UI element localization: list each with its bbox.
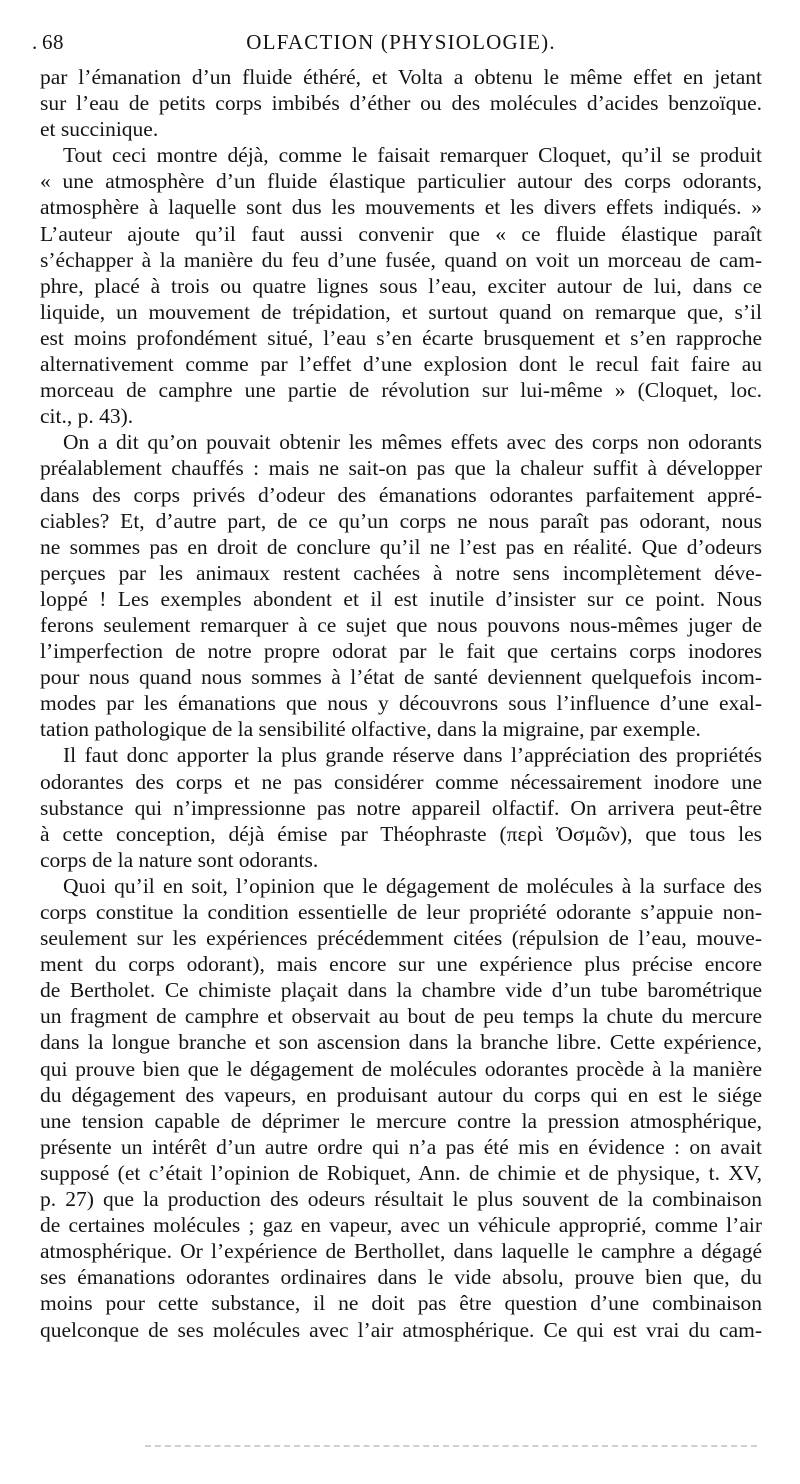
running-title: OLFACTION (PHYSIOLOGIE).: [246, 30, 556, 54]
text-line: Quoi qu’il en soit, l’opinion que le dégagement de molécules à la surface des: [63, 873, 762, 898]
text-line: morceau de camphre une partie de révolution sur lui-même » (Cloquet, loc.: [40, 378, 762, 403]
page-number: 68: [42, 30, 64, 54]
text-line: du dégagement des vapeurs, en produisant autour du corps qui en est le siége: [40, 1082, 762, 1107]
text-line: qui prouve bien que le dégagement de molécules odorantes procède à la manière: [40, 1056, 762, 1081]
text-line: atmosphère à laquelle sont dus les mouvements et les divers effets indiqués. »: [40, 195, 762, 220]
text-line: p. 27) que la production des odeurs résultait le plus souvent de la combinaison: [40, 1187, 762, 1212]
text-line: s’échapper à la manière du feu d’une fusée, quand on voit un morceau de cam-: [40, 247, 762, 272]
text-line: tation pathologique de la sensibilité olfactive, dans la migraine, par exemple.: [40, 717, 701, 742]
text-line: cit., p. 43).: [40, 404, 134, 429]
body-text: [40, 64, 762, 1343]
text-line: une tension capable de déprimer le mercure contre la pression atmosphérique,: [40, 1108, 762, 1133]
text-line: Tout ceci montre déjà, comme le faisait remarquer Cloquet, qu’il se produit: [63, 143, 762, 168]
text-line: préalablement chauffés : mais ne sait-on pas que la chaleur suffit à développer: [40, 456, 762, 481]
text-line: ferons seulement remarquer à ce sujet que nous pouvons nous-mêmes juger de: [40, 612, 762, 637]
text-line: loppé ! Les exemples abondent et il est inutile d’insister sur ce point. Nous: [40, 586, 762, 611]
text-line: est moins profondément situé, l’eau s’en écarte brusquement et s’en rapproche: [40, 325, 762, 350]
text-line: liquide, un mouvement de trépidation, et surtout quand on remarque que, s’il: [40, 299, 762, 324]
text-line: modes par les émanations que nous y découvrons sous l’influence d’une exal-: [40, 691, 762, 716]
footer-rule: [145, 1445, 757, 1447]
text-line: présente un intérêt d’un autre ordre qui n’a pas été mis en évidence : on avait: [40, 1134, 762, 1159]
text-line: Il faut donc apporter la plus grande réserve dans l’appréciation des propriétés: [63, 743, 762, 768]
text-line: à cette conception, déjà émise par Théophraste (περὶ Ὀσμῶν), que tous les: [40, 821, 762, 846]
text-line: et succinique.: [40, 117, 159, 142]
text-line: quelconque de ses molécules avec l’air atmosphérique. Ce qui est vrai du cam-: [40, 1317, 762, 1342]
text-line: un fragment de camphre et observait au bout de peu temps la chute du mercure: [40, 1004, 762, 1029]
text-line: l’imperfection de notre propre odorat par le fait que certains corps inodores: [40, 639, 762, 664]
text-line: dans la longue branche et son ascension dans la branche libre. Cette expérience,: [40, 1030, 762, 1055]
text-line: ses émanations odorantes ordinaires dans le vide absolu, prouve bien que, du: [40, 1265, 762, 1290]
text-line: ciables? Et, d’autre part, de ce qu’un corps ne nous paraît pas odorant, nous: [40, 508, 762, 533]
text-line: par l’émanation d’un fluide éthéré, et Volta a obtenu le même effet en jetant: [40, 65, 762, 89]
text-line: supposé (et c’était l’opinion de Robiquet, Ann. de chimie et de physique, t. XV,: [40, 1160, 762, 1185]
text-line: dans des corps privés d’odeur des émanations odorantes parfaitement appré-: [40, 482, 762, 507]
text-line: L’auteur ajoute qu’il faut aussi convenir que « ce fluide élastique paraît: [40, 221, 762, 246]
text-line: « une atmosphère d’un fluide élastique particulier autour des corps odorants,: [40, 169, 762, 194]
text-line: odorantes des corps et ne pas considérer comme nécessairement inodore une: [40, 769, 762, 794]
text-line: seulement sur les expériences précédemment citées (répulsion de l’eau, mouve-: [40, 926, 762, 951]
text-line: atmosphérique. Or l’expérience de Berthollet, dans laquelle le camphre a dégagé: [40, 1239, 762, 1264]
text-line: sur l’eau de petits corps imbibés d’éther ou des molécules d’acides benzoïque.: [40, 91, 762, 116]
text-line: substance qui n’impressionne pas notre appareil olfactif. On arrivera peut-être: [40, 795, 762, 820]
text-line: corps constitue la condition essentielle de leur propriété odorante s’appuie non-: [40, 900, 762, 924]
text-line: pour nous quand nous sommes à l’état de santé deviennent quelquefois incom-: [40, 665, 762, 690]
header-bullet: .: [32, 30, 38, 54]
text-line: phre, placé à trois ou quatre lignes sous l’eau, exciter autour de lui, dans ce: [40, 273, 762, 298]
text-line: moins pour cette substance, il ne doit pas être question d’une combinaison: [40, 1291, 762, 1316]
text-line: de Bertholet. Ce chimiste plaçait dans la chambre vide d’un tube barométrique: [40, 978, 762, 1003]
text-line: ne sommes pas en droit de conclure qu’il ne l’est pas en réalité. Que d’odeurs: [40, 534, 762, 559]
text-line: perçues par les animaux restent cachées à notre sens incomplètement déve-: [40, 560, 762, 585]
text-line: de certaines molécules ; gaz en vapeur, avec un véhicule approprié, comme l’air: [40, 1213, 762, 1238]
text-line: ment du corps odorant), mais encore sur une expérience plus précise encore: [40, 952, 762, 977]
text-line: alternativement comme par l’effet d’une explosion dont le recul fait faire au: [40, 352, 762, 377]
page-header: [32, 30, 766, 60]
text-line: corps de la nature sont odorants.: [40, 847, 319, 872]
text-line: On a dit qu’on pouvait obtenir les mêmes effets avec des corps non odorants: [63, 430, 762, 455]
